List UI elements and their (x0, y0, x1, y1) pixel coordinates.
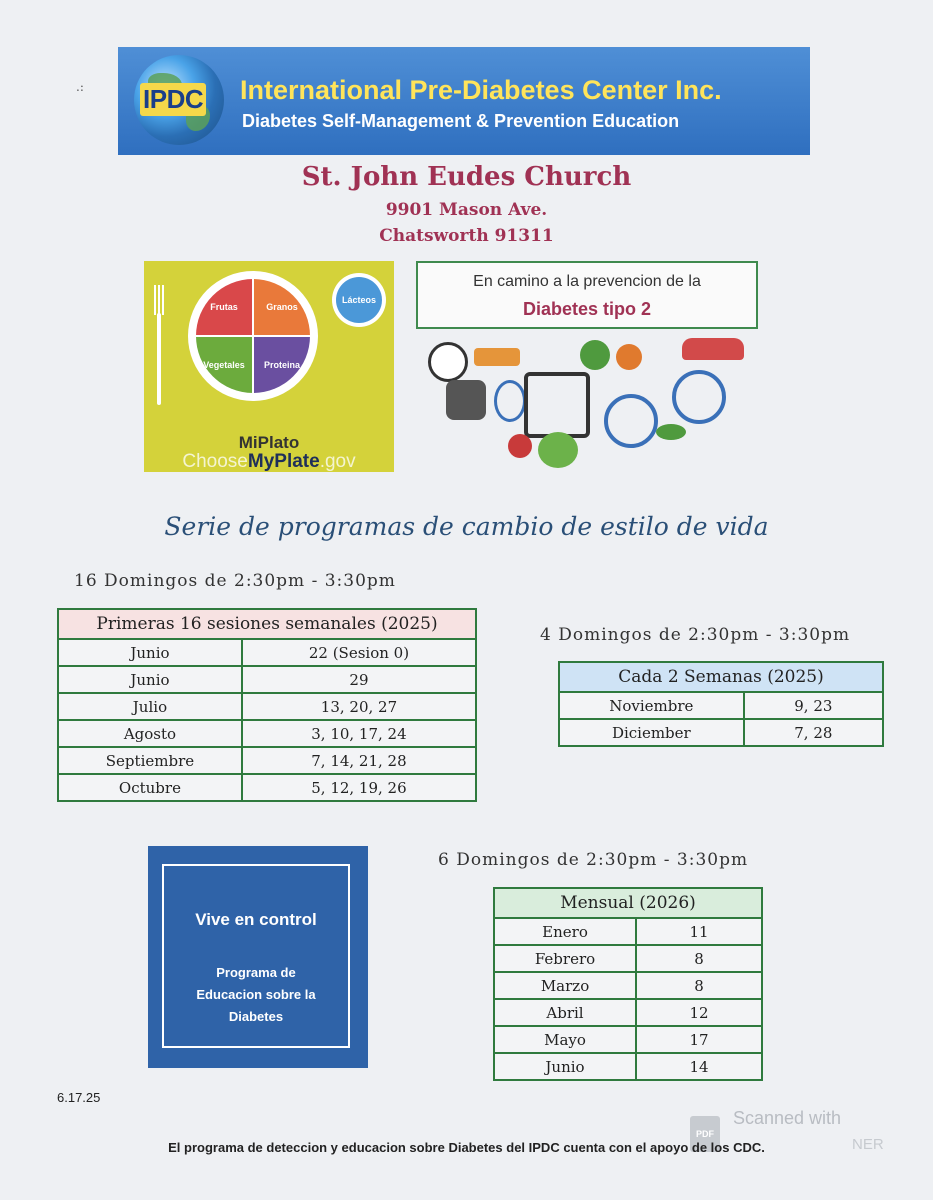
plate-section-fruits: Frutas (196, 279, 252, 335)
month-cell: Noviembre (559, 692, 744, 719)
exercise-bike-icon (524, 372, 590, 438)
healthy-lifestyle-illustration (420, 336, 750, 476)
table-row (58, 774, 476, 801)
month-cell: Mayo (494, 1026, 636, 1053)
sneaker-icon (682, 338, 744, 360)
dates-cell: 8 (636, 972, 762, 999)
table-row (58, 720, 476, 747)
info-box-frame (162, 864, 350, 1048)
month-cell: Marzo (494, 972, 636, 999)
month-cell: Febrero (494, 945, 636, 972)
schedule3-label: 6 Domingos de 2:30pm - 3:30pm (438, 850, 749, 870)
church-address-street: 9901 Mason Ave. (385, 200, 548, 220)
prevention-box (416, 261, 758, 329)
month-cell: Diciember (559, 719, 744, 746)
header-banner (118, 47, 810, 155)
info-box (148, 846, 368, 1068)
dates-cell: 14 (636, 1053, 762, 1080)
month-cell: Julio (58, 693, 242, 720)
month-cell: Octubre (58, 774, 242, 801)
table-row (58, 639, 476, 666)
table-row (58, 693, 476, 720)
table-row (559, 719, 883, 746)
month-cell: Junio (494, 1053, 636, 1080)
dates-cell: 17 (636, 1026, 762, 1053)
month-cell: Junio (58, 666, 242, 693)
dairy-cup-icon (332, 273, 386, 327)
table-row (494, 918, 762, 945)
dates-cell: 11 (636, 918, 762, 945)
table-row (58, 747, 476, 774)
stopwatch-icon (428, 342, 468, 382)
info-box-text (164, 962, 348, 1028)
series-title: Serie de programas de cambio de estilo de vida (164, 512, 769, 541)
broccoli-icon (580, 340, 610, 370)
apple-icon (508, 434, 532, 458)
dates-cell: 7, 28 (744, 719, 883, 746)
plate-icon (188, 271, 318, 401)
miplato-label: MiPlato (238, 433, 300, 452)
info-box-line: Programa de (216, 965, 296, 980)
schedule1-table (57, 608, 477, 802)
myplate-graphic (144, 261, 394, 472)
month-cell: Agosto (58, 720, 242, 747)
bicycle-icon (604, 394, 658, 448)
dates-cell: 8 (636, 945, 762, 972)
footer-note: El programa de deteccion y educacion sobre Diabetes del IPDC cuenta con el apoyo de los CDC. (168, 1140, 765, 1155)
pdf-icon: PDF (690, 1116, 720, 1152)
schedule2-header: Cada 2 Semanas (2025) (559, 662, 883, 692)
dates-cell: 22 (Sesion 0) (242, 639, 476, 666)
vegetable-icon (656, 424, 686, 440)
plate-section-protein: Proteina (254, 337, 310, 393)
month-cell: Septiembre (58, 747, 242, 774)
schedule2-label: 4 Domingos de 2:30pm - 3:30pm (540, 625, 851, 645)
ipdc-logo: IPDC (140, 83, 206, 116)
scanner-watermark: Scanned with (733, 1108, 842, 1128)
dates-cell: 12 (636, 999, 762, 1026)
fork-icon (154, 285, 164, 405)
tape-measure-icon (474, 348, 520, 366)
dates-cell: 5, 12, 19, 26 (242, 774, 476, 801)
table-row (494, 945, 762, 972)
dates-cell: 29 (242, 666, 476, 693)
month-cell: Junio (58, 639, 242, 666)
info-box-title: Vive en control (195, 910, 317, 929)
organization-title: International Pre-Diabetes Center Inc. (240, 75, 722, 105)
organization-subtitle: Diabetes Self-Management & Prevention Education (242, 111, 680, 131)
month-cell: Enero (494, 918, 636, 945)
plate-section-vegetables: Vegetales (196, 337, 252, 393)
dates-cell: 7, 14, 21, 28 (242, 747, 476, 774)
church-name: St. John Eudes Church (301, 162, 632, 192)
basketball-icon (616, 344, 642, 370)
table-row (494, 1026, 762, 1053)
myplate-url: ChooseMyPlate.gov (182, 451, 356, 472)
dairy-label: Lácteos (336, 277, 382, 323)
schedule3-table (493, 887, 763, 1081)
table-row (494, 1053, 762, 1080)
schedule2-table (558, 661, 884, 747)
rollerblade-icon (446, 380, 486, 420)
schedule3-header: Mensual (2026) (494, 888, 762, 918)
dates-cell: 13, 20, 27 (242, 693, 476, 720)
schedule1-header: Primeras 16 sesiones semanales (2025) (58, 609, 476, 639)
bicycle-wheel-icon (672, 370, 726, 424)
month-cell: Abril (494, 999, 636, 1026)
dates-cell: 3, 10, 17, 24 (242, 720, 476, 747)
schedule1-label: 16 Domingos de 2:30pm - 3:30pm (74, 571, 396, 591)
table-row (559, 692, 883, 719)
tennis-racket-icon (494, 380, 526, 422)
table-row (494, 999, 762, 1026)
info-box-line: Diabetes (228, 1009, 284, 1024)
prevention-line1: En camino a la prevencion de la (473, 273, 701, 290)
table-row (494, 972, 762, 999)
prevention-line2: Diabetes tipo 2 (522, 299, 652, 319)
document-date-code: 6.17.25 (57, 1090, 101, 1105)
table-row (58, 666, 476, 693)
cabbage-icon (538, 432, 578, 468)
scanner-watermark-tail: NER (852, 1136, 884, 1153)
plate-section-grains: Granos (254, 279, 310, 335)
info-box-line: Educacion sobre la (196, 987, 316, 1002)
corner-mark: .: (76, 80, 84, 94)
dates-cell: 9, 23 (744, 692, 883, 719)
church-address-city: Chatsworth 91311 (379, 226, 554, 246)
